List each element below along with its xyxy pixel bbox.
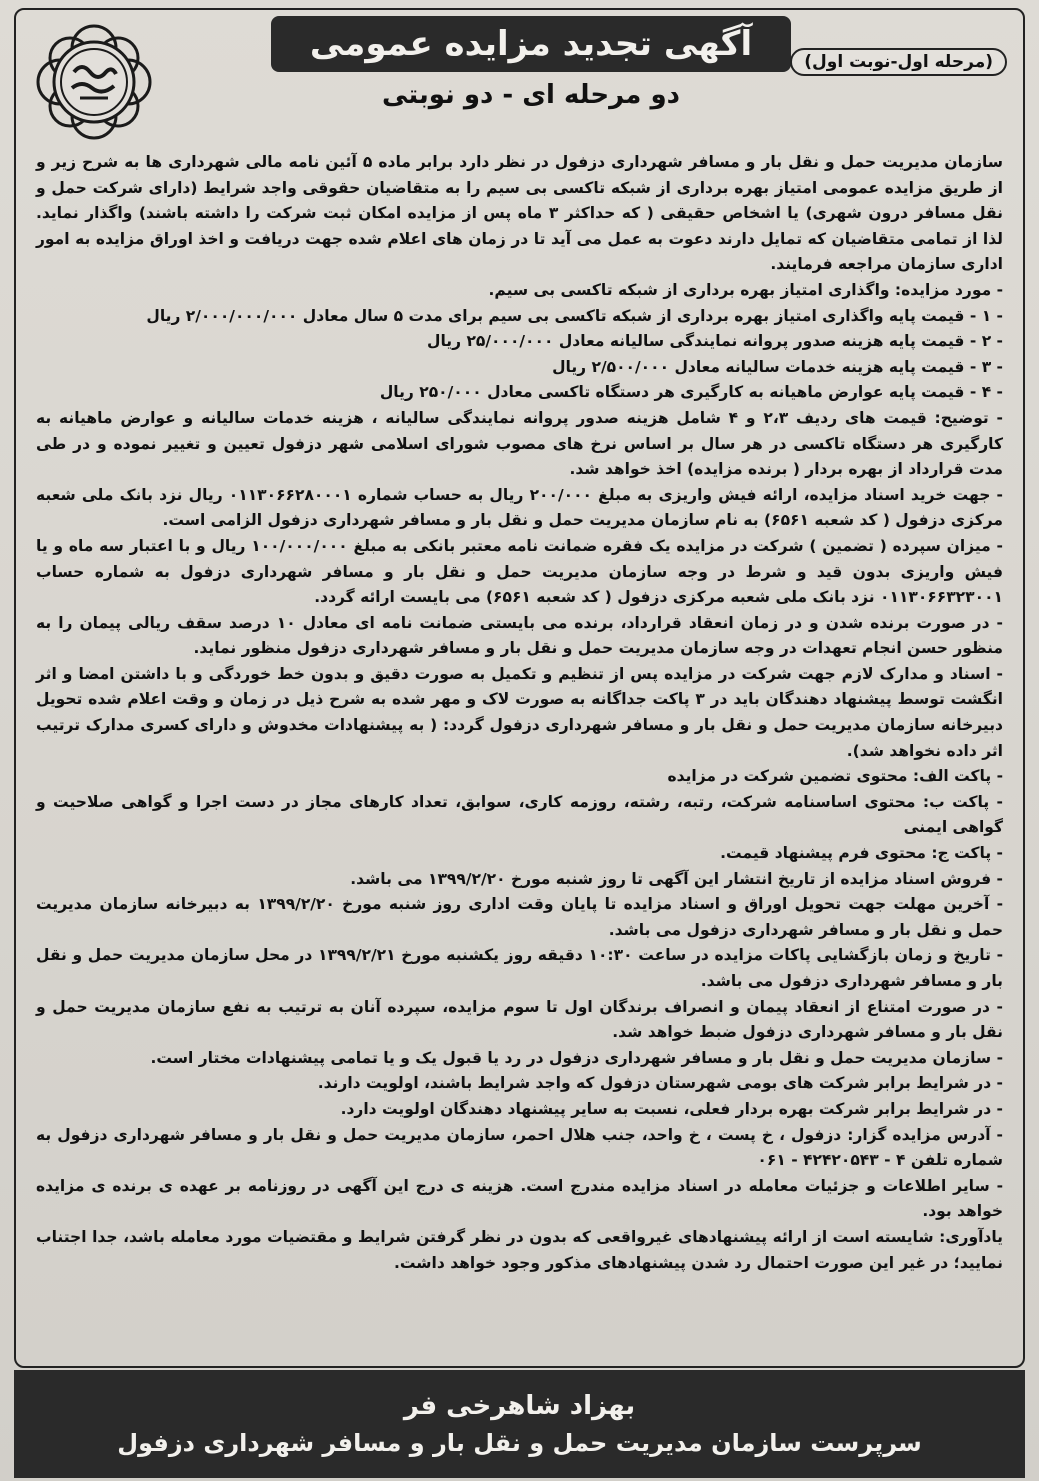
deposit-amount: - میزان سپرده ( تضمین ) شرکت در مزایده یک فقره ضمانت نامه معتبر بانکی به مبلغ ۱۰۰/۰۰۰/۰۰۰ ریال و با اعتبار سه ماه و یا فیش واریزی بدون قید و شرط در وجه سازمان مدیریت حمل و نقل بار و مسافر شهرداری دزفول به شماره حساب ۰۱۱۳۰۶۶۳۲۳۰۰۱ نزد بانک ملی شعبه مرکزی دزفول ( کد شعبه ۶۵۶۱) می بایست ارائه گردد. [36,536,1003,607]
ad-subtitle: دو مرحله ای - دو نوبتی [382,80,680,110]
local-priority: - در شرایط برابر شرکت های بومی شهرستان دزفول که واجد شرایط باشند، اولویت دارند. [317,1074,1003,1093]
ad-title: آگهی تجدید مزایده عمومی [309,24,753,64]
base-price-4: - ۴ - قیمت پایه عوارض ماهیانه به کارگیری هر دستگاه تاکسی معادل ۲۵۰/۰۰۰ ریال [379,383,1003,402]
ad-frame [14,8,1025,1368]
ad-title-band [271,16,791,72]
reminder-note: یادآوری: شایسته است از ارائه پیشنهادهای غیرواقعی که بدون در نظر گرفتن شرایط و مقتضیات مورد معامله باشد، جدا اجتناب نمایید؛ در غیر این صورت احتمال رد شدن پیشنهادهای مذکور وجود خواهد داشت. [36,1227,1003,1272]
signature-band [14,1370,1025,1478]
signer-role: سرپرست سازمان مدیریت حمل و نقل بار و مسافر شهرداری دزفول [117,1429,922,1457]
base-price-1: - ۱ - قیمت پایه واگذاری امتیاز بهره برداری از شبکه تاکسی بی سیم برای مدت ۵ سال معادل ۲/۰۰۰/۰۰۰/۰۰۰ ریال [146,306,1003,325]
auctioneer-address: - آدرس مزایده گزار: دزفول ، خ پست ، خ واحد، جنب هلال احمر، سازمان مدیریت حمل و نقل بار و مسافر شهرداری دزفول به شماره تلفن ۴ - ۴۲۴۲۰۵۴۳ - ۰۶۱ [36,1125,1003,1170]
intro-paragraph: سازمان مدیریت حمل و نقل بار و مسافر شهرداری دزفول در نظر دارد برابر ماده ۵ آئین نامه مالی شهرداری ها به شرح زیر و از طریق مزایده عمومی امتیاز بهره برداری از شبکه تاکسی بی سیم را به متقاضیان حقوقی واجد شرایط (دارای شرکت حمل و نقل مسافر درون شهری) یا اشخاص حقیقی ( که حداکثر ۳ ماه پس از مزایده امکان ثبت شرکت را داشته باشند) واگذار نماید. لذا از تمامی متقاضیان که تمایل دارند دعوت به عمل می آید تا در زمان های اعلام شده جهت دریافت و اخذ اوراق مزایده به امور اداری سازمان مراجعه فرمایند. [36,153,1004,274]
sale-period: - فروش اسناد مزایده از تاریخ انتشار این آگهی تا روز شنبه مورخ ۱۳۹۹/۲/۲۰ می باشد. [350,869,1003,888]
ad-body [16,150,1023,1276]
municipality-emblem-icon [30,18,158,146]
envelope-b: - پاکت ب: محتوی اساسنامه شرکت، رتبه، رشته، روزمه کاری، سوابق، تعداد کارهای مجاز در دست اجرا و گواهی صلاحیت و گواهی ایمنی [36,792,1003,837]
base-price-2: - ۲ - قیمت پایه هزینه صدور پروانه نمایندگی سالیانه معادل ۲۵/۰۰۰/۰۰۰ ریال [427,332,1003,351]
submission-deadline: - آخرین مهلت جهت تحویل اوراق و اسناد مزایده تا پایان وقت اداری روز شنبه مورخ ۱۳۹۹/۲/۲۰ به دبیرخانه سازمان مدیریت حمل و نقل بار و مسافر شهرداری دزفول می باشد. [36,895,1003,939]
envelope-a: - پاکت الف: محتوی تضمین شرکت در مزایده [667,767,1003,786]
explanation-note: - توضیح: قیمت های ردیف ۲،۳ و ۴ شامل هزینه صدور پروانه نمایندگی سالیانه ، هزینه خدمات سالیانه و عوارض ماهیانه به کارگیری هر دستگاه تاکسی در هر سال بر اساس نرخ های مصوب شورای اسلامی شهر دزفول تعیین و تغییر نموده و در طی مدت قرارداد از بهره بردار ( برنده مزایده) اخذ خواهد شد. [36,408,1003,479]
ad-header [16,10,1023,150]
auction-subject: - مورد مزایده: واگذاری امتیاز بهره برداری از شبکه تاکسی بی سیم. [488,280,1003,299]
current-operator-priority: - در شرایط برابر شرکت بهره بردار فعلی، نسبت به سایر پیشنهاد دهندگان اولویت دارد. [340,1099,1003,1118]
stage-badge: (مرحله اول-نوبت اول) [790,48,1007,76]
document-purchase: - جهت خرید اسناد مزایده، ارائه فیش واریزی به مبلغ ۲۰۰/۰۰۰ ریال به حساب شماره ۰۱۱۳۰۶۶۲۸۰۰۰۱ ریال نزد بانک ملی شعبه مرکزی دزفول ( کد شعبه ۶۵۶۱) به نام سازمان مدیریت حمل و نقل بار و مسافر شهرداری دزفول الزامی است. [36,485,1003,530]
performance-guarantee: - در صورت برنده شدن و در زمان انعقاد قرارداد، برنده می بایستی ضمانت نامه ای معادل ۱۰ درصد سقف ریالی پیمان را به منظور حسن انجام تعهدات در وجه سازمان مدیریت حمل و نقل بار و مسافر شهرداری دزفول منظور نماید. [36,613,1003,658]
opening-date: - تاریخ و زمان بازگشایی پاکات مزایده در ساعت ۱۰:۳۰ دقیقه روز یکشنبه مورخ ۱۳۹۹/۲/۲۱ در محل سازمان مدیریت حمل و نقل بار و مسافر شهرداری دزفول می باشد. [36,946,1003,990]
other-info: - سایر اطلاعات و جزئیات معامله در اسناد مزایده مندرج است. هزینه ی درج این آگهی در روزنامه بر عهده ی برنده ی مزایده خواهد بود. [36,1176,1003,1221]
right-to-reject: - سازمان مدیریت حمل و نقل بار و مسافر شهرداری دزفول در رد یا قبول یک و یا تمامی پیشنهادات مختار است. [150,1048,1003,1067]
envelope-c: - پاکت ج: محتوی فرم پیشنهاد قیمت. [720,844,1003,863]
base-price-3: - ۳ - قیمت پایه هزینه خدمات سالیانه معادل ۲/۵۰۰/۰۰۰ ریال [552,357,1003,376]
signer-name: بهزاد شاهرخی فر [403,1391,636,1421]
required-documents: - اسناد و مدارک لازم جهت شرکت در مزایده پس از تنظیم و تکمیل به صورت دقیق و بدون خط خوردگی و با داشتن امضا و اثر انگشت توسط پیشنهاد دهندگان باید در ۳ پاکت جداگانه به صورت لاک و مهر شده به شرح ذیل در زمان و وقت اعلام شده تحویل دبیرخانه سازمان مدیریت حمل و نقل بار و مسافر شهرداری دزفول گردد: ( به پیشنهادات مخدوش و دارای کسری مدارک ترتیب اثر داده نخواهد شد). [36,664,1003,760]
forfeit-clause: - در صورت امتناع از انعقاد پیمان و انصراف برندگان اول تا سوم مزایده، سپرده آنان به ترتیب به نفع سازمان مدیریت حمل و نقل بار و مسافر شهرداری دزفول ضبط خواهد شد. [36,997,1003,1042]
